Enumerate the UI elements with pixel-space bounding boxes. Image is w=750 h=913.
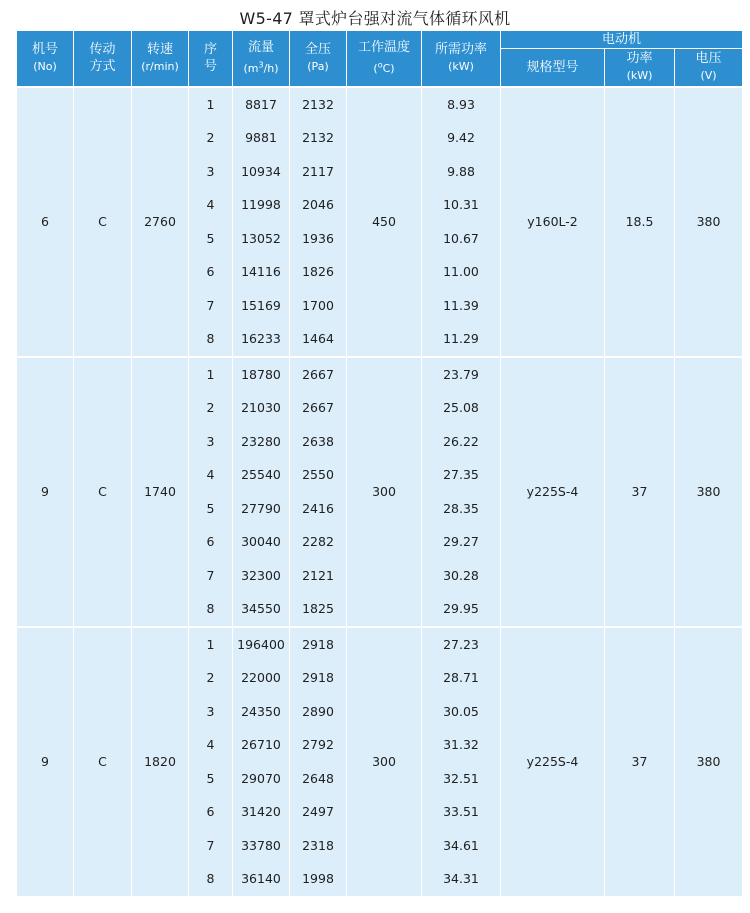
cell-seq: 1 [189, 357, 233, 392]
cell-pressure: 2918 [290, 661, 347, 695]
cell-power-required: 27.35 [422, 458, 501, 492]
cell-seq: 1 [189, 87, 233, 122]
table-row [17, 87, 743, 122]
cell-power-required: 25.08 [422, 391, 501, 425]
table-header [17, 31, 743, 87]
cell-flow: 22000 [233, 661, 290, 695]
table-body [17, 87, 743, 897]
cell-pressure: 2890 [290, 695, 347, 729]
cell-motor-power: 18.5 [605, 87, 675, 357]
cell-seq: 1 [189, 627, 233, 662]
cell-seq: 5 [189, 492, 233, 526]
cell-seq: 6 [189, 255, 233, 289]
header-no: 机号 (No) [17, 31, 74, 87]
cell-power-required: 34.31 [422, 862, 501, 897]
cell-flow: 36140 [233, 862, 290, 897]
cell-power-required: 28.35 [422, 492, 501, 526]
cell-model: y225S-4 [501, 627, 605, 897]
cell-no: 9 [17, 357, 74, 627]
cell-seq: 2 [189, 121, 233, 155]
cell-no: 6 [17, 87, 74, 357]
fan-spec-table [16, 30, 743, 898]
header-voltage: 电压 (V) [675, 49, 743, 87]
cell-pressure: 1700 [290, 289, 347, 323]
cell-pressure: 1825 [290, 592, 347, 627]
cell-seq: 7 [189, 559, 233, 593]
cell-voltage: 380 [675, 357, 743, 627]
cell-seq: 8 [189, 322, 233, 357]
cell-flow: 13052 [233, 222, 290, 256]
cell-flow: 31420 [233, 795, 290, 829]
cell-power-required: 32.51 [422, 762, 501, 796]
cell-temp: 450 [347, 87, 422, 357]
cell-seq: 8 [189, 592, 233, 627]
cell-flow: 24350 [233, 695, 290, 729]
header-model: 规格型号 [501, 49, 605, 87]
cell-power-required: 9.88 [422, 155, 501, 189]
cell-power-required: 27.23 [422, 627, 501, 662]
cell-seq: 8 [189, 862, 233, 897]
header-seq: 序 号 [189, 31, 233, 87]
cell-flow: 10934 [233, 155, 290, 189]
cell-seq: 4 [189, 458, 233, 492]
cell-flow: 32300 [233, 559, 290, 593]
cell-speed: 1820 [132, 627, 189, 897]
cell-flow: 25540 [233, 458, 290, 492]
cell-flow: 26710 [233, 728, 290, 762]
cell-power-required: 30.05 [422, 695, 501, 729]
cell-flow: 9881 [233, 121, 290, 155]
cell-power-required: 8.93 [422, 87, 501, 122]
cell-power-required: 28.71 [422, 661, 501, 695]
cell-pressure: 2648 [290, 762, 347, 796]
cell-pressure: 2497 [290, 795, 347, 829]
header-temp: 工作温度 ($^o$C) [347, 31, 422, 87]
cell-power-required: 10.31 [422, 188, 501, 222]
cell-power-required: 10.67 [422, 222, 501, 256]
cell-seq: 3 [189, 155, 233, 189]
cell-model: y225S-4 [501, 357, 605, 627]
cell-seq: 2 [189, 661, 233, 695]
header-drive: 传动 方式 [74, 31, 132, 87]
cell-temp: 300 [347, 357, 422, 627]
cell-seq: 6 [189, 795, 233, 829]
cell-pressure: 2121 [290, 559, 347, 593]
cell-motor-power: 37 [605, 627, 675, 897]
cell-power-required: 11.29 [422, 322, 501, 357]
header-motor: 电动机 [501, 31, 743, 49]
cell-flow: 18780 [233, 357, 290, 392]
cell-pressure: 2318 [290, 829, 347, 863]
cell-pressure: 2046 [290, 188, 347, 222]
header-speed: 转速 (r/min) [132, 31, 189, 87]
cell-power-required: 34.61 [422, 829, 501, 863]
cell-pressure: 2667 [290, 391, 347, 425]
cell-flow: 14116 [233, 255, 290, 289]
cell-seq: 5 [189, 222, 233, 256]
cell-seq: 4 [189, 728, 233, 762]
cell-pressure: 2792 [290, 728, 347, 762]
cell-power-required: 11.00 [422, 255, 501, 289]
cell-motor-power: 37 [605, 357, 675, 627]
cell-power-required: 26.22 [422, 425, 501, 459]
cell-seq: 3 [189, 425, 233, 459]
cell-power-required: 33.51 [422, 795, 501, 829]
cell-flow: 34550 [233, 592, 290, 627]
cell-pressure: 2416 [290, 492, 347, 526]
cell-flow: 8817 [233, 87, 290, 122]
cell-voltage: 380 [675, 87, 743, 357]
cell-flow: 29070 [233, 762, 290, 796]
cell-pressure: 2638 [290, 425, 347, 459]
cell-power-required: 29.27 [422, 525, 501, 559]
cell-flow: 27790 [233, 492, 290, 526]
cell-pressure: 1464 [290, 322, 347, 357]
cell-speed: 2760 [132, 87, 189, 357]
header-power-required: 所需功率 (kW) [422, 31, 501, 87]
cell-flow: 23280 [233, 425, 290, 459]
cell-drive: C [74, 357, 132, 627]
header-motor-power: 功率 (kW) [605, 49, 675, 87]
cell-pressure: 2132 [290, 87, 347, 122]
header-flow: 流量 $(m^3/h)$ [233, 31, 290, 87]
cell-drive: C [74, 627, 132, 897]
cell-pressure: 2282 [290, 525, 347, 559]
cell-pressure: 2918 [290, 627, 347, 662]
cell-power-required: 31.32 [422, 728, 501, 762]
cell-seq: 5 [189, 762, 233, 796]
cell-temp: 300 [347, 627, 422, 897]
cell-power-required: 23.79 [422, 357, 501, 392]
cell-flow: 21030 [233, 391, 290, 425]
cell-flow: 11998 [233, 188, 290, 222]
cell-flow: 30040 [233, 525, 290, 559]
cell-flow: 15169 [233, 289, 290, 323]
cell-power-required: 11.39 [422, 289, 501, 323]
table-row [17, 627, 743, 662]
cell-pressure: 1998 [290, 862, 347, 897]
cell-pressure: 2550 [290, 458, 347, 492]
page-title: W5-47 罩式炉台强对流气体循环风机 [239, 9, 511, 28]
cell-speed: 1740 [132, 357, 189, 627]
cell-seq: 4 [189, 188, 233, 222]
cell-seq: 3 [189, 695, 233, 729]
cell-pressure: 2132 [290, 121, 347, 155]
header-pressure: 全压 (Pa) [290, 31, 347, 87]
cell-seq: 2 [189, 391, 233, 425]
cell-no: 9 [17, 627, 74, 897]
cell-pressure: 2117 [290, 155, 347, 189]
cell-flow: 33780 [233, 829, 290, 863]
cell-flow: 16233 [233, 322, 290, 357]
cell-drive: C [74, 87, 132, 357]
cell-pressure: 2667 [290, 357, 347, 392]
cell-seq: 6 [189, 525, 233, 559]
cell-seq: 7 [189, 829, 233, 863]
cell-seq: 7 [189, 289, 233, 323]
cell-power-required: 29.95 [422, 592, 501, 627]
table-row [17, 357, 743, 392]
cell-model: y160L-2 [501, 87, 605, 357]
cell-flow: 196400 [233, 627, 290, 662]
cell-power-required: 30.28 [422, 559, 501, 593]
cell-voltage: 380 [675, 627, 743, 897]
cell-pressure: 1936 [290, 222, 347, 256]
cell-pressure: 1826 [290, 255, 347, 289]
cell-power-required: 9.42 [422, 121, 501, 155]
